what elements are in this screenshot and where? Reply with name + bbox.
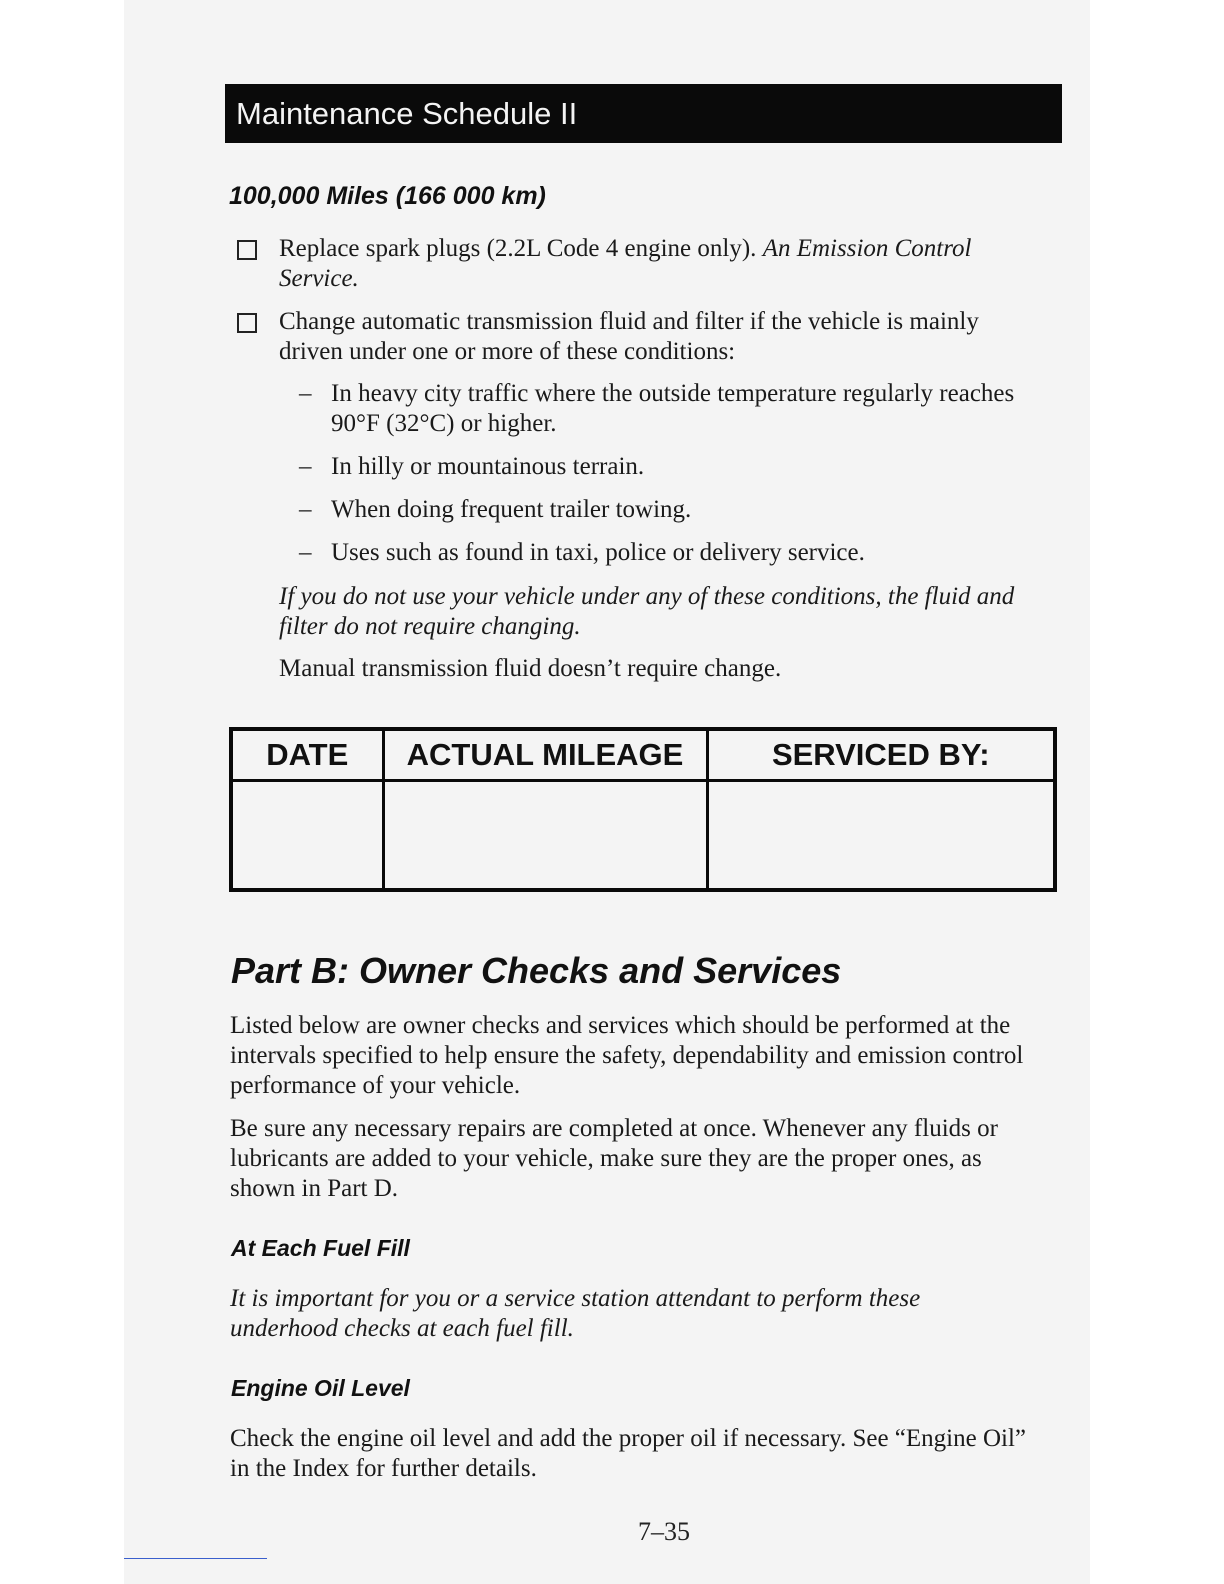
engine-oil-text: Check the engine oil level and add the proper oil if necessary. See “Engine Oil” in the Index for further details. xyxy=(230,1425,1027,1482)
dash-bullet: – xyxy=(299,539,312,566)
engine-oil-heading: Engine Oil Level xyxy=(231,1375,410,1401)
condition-item xyxy=(299,452,1019,482)
part-b-repairs-note: Be sure any necessary repairs are completed at once. Whenever any fluids or lubricants are added to your vehicle, make sure they are the proper ones, as shown in Part D. xyxy=(230,1115,998,1202)
table-row xyxy=(231,781,1055,891)
fuel-fill-text: It is important for you or a service station attendant to perform these underhood checks at each fuel fill. xyxy=(230,1285,921,1342)
checklist-item-text: Change automatic transmission fluid and filter if the vehicle is mainly driven under one or more of these conditions: xyxy=(279,308,979,365)
part-b-title: Part B: Owner Checks and Services xyxy=(231,950,842,991)
serviced-by-column-header: SERVICED BY: xyxy=(707,729,1055,781)
condition-item xyxy=(299,538,1019,568)
date-cell[interactable] xyxy=(231,781,383,891)
checkbox[interactable] xyxy=(237,240,257,260)
section-header: Maintenance Schedule II xyxy=(225,84,1062,143)
mileage-cell[interactable] xyxy=(383,781,707,891)
condition-text: Uses such as found in taxi, police or delivery service. xyxy=(331,539,865,566)
service-record-table xyxy=(229,727,1057,892)
part-b-intro: Listed below are owner checks and services which should be performed at the intervals specified to help ensure the safety, dependability and emission control performance of your vehicle. xyxy=(230,1012,1024,1099)
checkbox[interactable] xyxy=(237,313,257,333)
manual-transmission-note: Manual transmission fluid doesn’t require change. xyxy=(279,655,782,682)
checklist-item-spark-plugs xyxy=(237,234,1047,296)
dash-bullet: – xyxy=(299,453,312,480)
fuel-fill-heading: At Each Fuel Fill xyxy=(231,1235,410,1261)
checklist-item-transmission xyxy=(237,307,1047,369)
condition-item xyxy=(299,379,1019,441)
condition-text: In heavy city traffic where the outside temperature regularly reaches 90°F (32°C) or higher. xyxy=(331,380,1015,437)
mileage-column-header: ACTUAL MILEAGE xyxy=(383,729,707,781)
dash-bullet: – xyxy=(299,496,312,523)
no-change-note: If you do not use your vehicle under any of these conditions, the fluid and filter do not require changing. xyxy=(279,583,1015,640)
date-column-header: DATE xyxy=(231,729,383,781)
condition-text: In hilly or mountainous terrain. xyxy=(331,453,645,480)
checklist-item-text: Replace spark plugs (2.2L Code 4 engine only). xyxy=(279,235,757,262)
page-number: 7–35 xyxy=(638,1517,690,1546)
serviced-by-cell[interactable] xyxy=(707,781,1055,891)
condition-item xyxy=(299,495,1019,525)
interval-heading: 100,000 Miles (166 000 km) xyxy=(229,182,546,210)
table-header-row xyxy=(231,729,1055,781)
manual-page xyxy=(124,0,1090,1584)
condition-text: When doing frequent trailer towing. xyxy=(331,496,692,523)
link-underline xyxy=(124,1558,267,1559)
dash-bullet: – xyxy=(299,380,312,407)
emission-service-note: An Emission Control Service. xyxy=(279,235,972,292)
